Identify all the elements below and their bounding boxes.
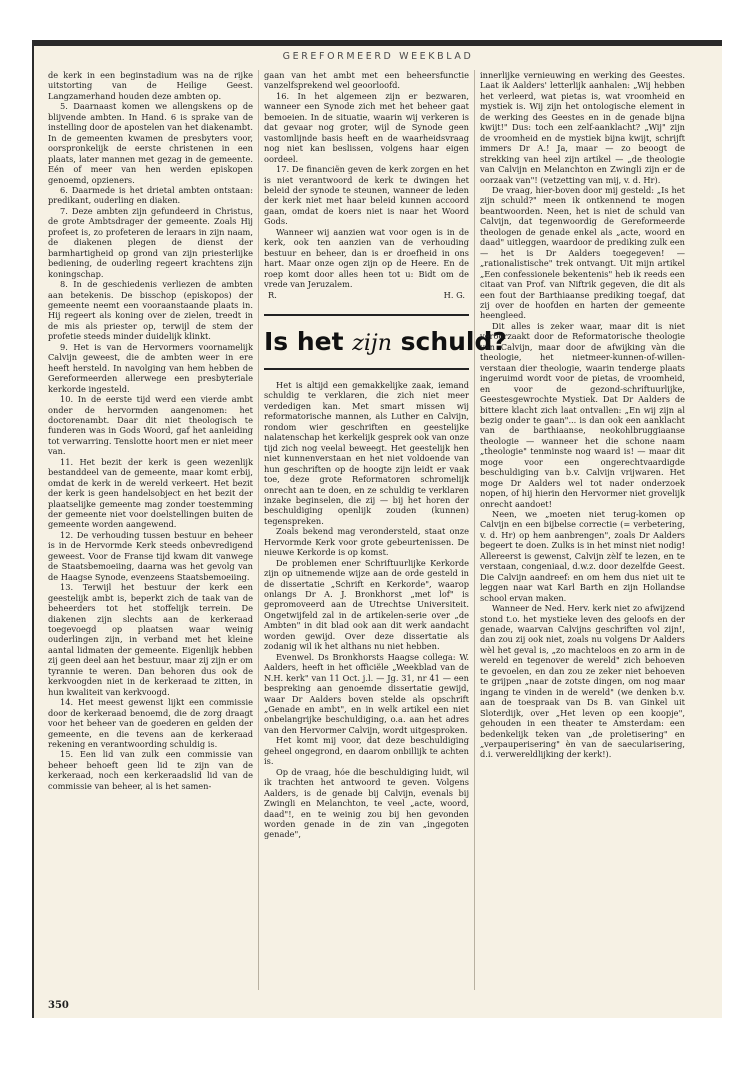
paragraph: 5. Daarnaast komen we allengskens op de blijvende ambten. In Hand. 6 is sprake van de instelling door de apostelen van het diakenambt. In de gemeenten kwamen de presbyters voor, oorspronkelijk de eerste christenen in een plaats, later mannen met gezag in de gemeente. Eén of meer van hen werden episkopen genoemd, opzieners. bbox=[48, 101, 253, 185]
paragraph: 9. Het is van de Hervormers voornamelijk Calvijn geweest, die de ambten weer in ere heeft hersteld. In navolging van hem hebben de Gereformeerden allerwege een presbyteriale kerkorde ingesteld. bbox=[48, 341, 253, 394]
paragraph: 14. Het meest gewenst lijkt een commissie door de kerkeraad benoemd, die de zorg draagt voor het beheer van de goederen en gelden der gemeente, en die tevens aan de kerkeraad rekening en verantwoording schuldig is. bbox=[48, 697, 253, 749]
column-3 bbox=[480, 70, 685, 988]
paragraph: Dit alles is zeker waar, maar dit is niet veroorzaakt door de Reformatorische theologie van Calvijn, maar door de afwijking vàn die theologie, het nietmeer-kunnen-of-willen-verstaan dier theologie, waarin tenderge plaats ingeruimd wordt voor de pietas, de vroomheid, en voor de gezond-schriftuurlijke, Geestesgewrochte Mystiek. Dat Dr Aalders de bittere klacht zich laat ontvallen: „En wij zijn al bezig onder te gaan"... is dan ook een aanklacht van de barthiaanse, neokohlbruggiaanse theologie — wanneer het die schone naam „theologie" tenminste nog waard is! — maar dit moge voor een ongerechtvaardigde beschuldiging van b.v. Calvijn vrijwaren. Het moge Dr Aalders wel tot nader onderzoek nopen, of hij hierin den Hervormer niet grovelijk onrecht aandoet! bbox=[480, 320, 685, 509]
paragraph: 8. In de geschiedenis verliezen de ambten aan betekenis. De bisschop (episkopos) der gemeente neemt een vooraanstaande plaats in. Hij regeert als koning over de zielen, treedt in de mis als priester op, terwijl de stem der profetie steeds minder duidelijk klinkt. bbox=[48, 279, 253, 342]
paragraph: 11. Het bezit der kerk is geen wezenlijk bestanddeel van de gemeente, maar komt erbij, omdat de kerk in de wereld verkeert. Het bezit der kerk is geen handelsobject en het bezit der plaatselijke gemeente mag zonder toestemming der gemeente niet voor doelstellingen buiten de gemeente worden aangewend. bbox=[48, 456, 253, 530]
paragraph: 16. In het algemeen zijn er bezwaren, wanneer een Synode zich met het beheer gaat bemoeien. In de situatie, waarin wij verkeren is dat gevaar nog groter, wijl de Synode geen vastomlijnde basis heeft en de waarheidsvraag nog niet kan beslissen, volgens haar eigen oordeel. bbox=[264, 90, 469, 164]
column-rule bbox=[258, 70, 259, 990]
page-number: 350 bbox=[48, 1000, 69, 1011]
article-headline bbox=[264, 314, 507, 370]
paragraph: Evenwel. Ds Bronkhorsts Haagse collega: W. Aalders, heeft in het officiële „Weekblad van de N.H. kerk" van 11 Oct. j.l. — Jg. 31, nr 41 — een bespreking aan genoemde dissertatie gewijd, waar Dr Aalders boven stelde als opschrift „Genade en ambt", en in welk artikel een niet onbelangrijke beschuldiging, o.a. aan het adres van den Hervormer Calvijn, wordt uitgesproken. bbox=[264, 651, 469, 735]
page-header: GEREFORMEERD WEEKBLAD bbox=[282, 51, 474, 62]
paragraph: gaan van het ambt met een beheersfunctie vanzelfsprekend wel geoorloofd. bbox=[264, 70, 469, 91]
newspaper-page bbox=[32, 40, 722, 1018]
signature bbox=[264, 290, 469, 300]
paragraph: Wanneer de Ned. Herv. kerk niet zo afwijzend stond t.o. het mystieke leven des geloofs en der genade, waarvan Calvijns geschriften vol zijn!, dan zou zij ook niet, zoals nu volgens Dr Aalders wèl het geval is, „zo machteloos en zo arm in de wereld en tegenover de wereld" zich behoeven te gevoelen, en dan zou ze zeker niet behoeven te grijpen „naar de zotste dingen, om nog maar ingang te vinden in de wereld" (we denken b.v. aan de toespraak van Ds B. van Ginkel uit Sloterdijk, over „Het leven op een koopje", gehouden in een theater te Amsterdam: een bedenkelijk teken van „de proletisering" en „verpauperisering" èn van de saecularisering, d.i. verwereldlijking der kerk!). bbox=[480, 603, 685, 760]
signature-left: R. bbox=[268, 289, 277, 300]
column-2 bbox=[264, 70, 507, 988]
paragraph: 7. Deze ambten zijn gefundeerd in Christus, de grote Ambtsdrager der gemeente. Zoals Hij profeet is, zo profeteren de leraars in zijn naam, de diakenen plegen de dienst der barmhartigheid op grond van zijn priesterlijke bediening, de ouderling regeert krachtens zijn koningschap. bbox=[48, 205, 253, 279]
paragraph: De vraag, hier-boven door mij gesteld: „Is het zijn schuld?" meen ik ontkennend te mogen beantwoorden. Neen, het is niet de schuld van Calvijn, dat tegenwoordig de Gereformeerde theologen de genade enkel als „acte, woord en daad" uitleggen, waardoor de prediking zulk een — het is Dr Aalders toegegeven! — „rationalistische" trek ontvangt. Uit mijn artikel „Een confessionele bekentenis" heb ik reeds een citaat van Prof. van Niftrik gegeven, die dit als een fout der Barthiaanse prediking toegaf, dat zij over de hoofden en harten der gemeente heengleed. bbox=[480, 184, 685, 321]
signature-right: H. G. bbox=[443, 289, 465, 300]
paragraph: innerlijke vernieuwing en werking des Geestes. Laat ik Aalders' letterlijk aanhalen: „Wij hebben het verleerd, wat pietas is, wat vroomheid en mystiek is. Wij zijn het ontologische element in de werking des Geestes en in de genade bijna kwijt!" Dus: toch een zelf-aanklacht? „Wij" zijn de vroomheid en de mystiek bijna kwijt, schrijft immers Dr A.! Ja, maar — zo beoogt de strekking van heel zijn artikel — „de theologie van Calvijn en Melanchton en Zwingli zijn er de oorzaak van"! (vetzetting van mij, v. d. Hr). bbox=[480, 70, 685, 185]
paragraph: 12. De verhouding tussen bestuur en beheer is in de Hervormde Kerk steeds onbevredigend geweest. Voor de Franse tijd kwam dit vanwege de Staatsbemoeiing, daarna was het gevolg van de Haagse Synode, evenzeens Staatsbemoeiing. bbox=[48, 529, 253, 582]
headline-script-word: zijn bbox=[352, 330, 392, 356]
paragraph: Neen, we „moeten niet terug-komen op Calvijn en een bijbelse correctie (= verbetering, v. d. Hr) op hem aanbrengen", zoals Dr Aalders begeert te doen. Zulks is in het minst niet nodig! Allereerst is gewenst, Calvijn zèlf te lezen, en te verstaan, congeniaal, d.w.z. door dezelfde Geest. Die Calvijn aandreef: en om hem dus niet uit te leggen naar wat Karl Barth en zijn Hollandse school ervan maken. bbox=[480, 509, 685, 603]
paragraph: Wanneer wij aanzien wat voor ogen is in de kerk, ook ten aanzien van de verhouding bestuur en beheer, dan is er droefheid in ons hart. Maar onze ogen zijn op de Heere. En de roep komt door alles heen tot u: Bidt om de vrede van Jeruzalem. bbox=[264, 226, 469, 290]
paragraph: Zoals bekend mag verondersteld, staat onze Hervormde Kerk voor grote gebeurtenissen. De nieuwe Kerkorde is op komst. bbox=[264, 526, 469, 558]
paragraph: 6. Daarmede is het drietal ambten ontstaan: predikant, ouderling en diaken. bbox=[48, 184, 253, 206]
paragraph: Op de vraag, hóe die beschuldiging luidt, wil ik trachten het antwoord te geven. Volgens Aalders, is de genade bij Calvijn, evenals bij Zwingli en Melanchton, te veel „acte, woord, daad"!, en te weinig zou bij hen gevonden worden genade in de zin van „ingegoten genade", bbox=[264, 766, 469, 840]
paragraph: De problemen ener Schriftuurlijke Kerkorde zijn op uitnemende wijze aan de orde gesteld in de dissertatie „Schrift en Kerkorde", waarop onlangs Dr A. J. Bronkhorst „met lof" is gepromoveerd aan de Utrechtse Universiteit. Ongetwijfeld zal in de artikelen-serie over „de Ambten" in dit blad ook aan dit werk aandacht worden gewijd. Over deze dissertatie als zodanig wil ik het althans nu niet hebben. bbox=[264, 557, 469, 652]
paragraph: de kerk in een beginstadium was na de rijke uitstorting van de Heilige Geest. Langzamerhand houden deze ambten op. bbox=[48, 70, 253, 101]
paragraph: 10. In de eerste tijd werd een vierde ambt onder de hervormden aangenomen: het doctorenambt. Daar dit niet theologisch te funderen was in Gods Woord, gaf het aanleiding tot verwarring. Tenslotte hoort men er niet meer van. bbox=[48, 394, 253, 457]
column-rule bbox=[474, 70, 475, 990]
paragraph: 17. De financiën geven de kerk zorgen en het is niet verantwoord de kerk te dwingen het beleid der synode te steunen, wanneer de leden der kerk niet met haar beleid kunnen accoord gaan, omdat de koers niet is naar het Woord Gods. bbox=[264, 164, 469, 227]
paragraph: Het komt mij voor, dat deze beschuldiging geheel ongegrond, en daarom onbillijk te achten is. bbox=[264, 735, 469, 767]
paragraph: 13. Terwijl het bestuur der kerk een geestelijk ambt is, beperkt zich de taak van de beheerders tot het stoffelijk terrein. De diakenen zijn slechts aan de kerkeraad toegevoegd op plaatsen waar weinig ouderlingen zijn, in verband met het kleine aantal lidmaten der gemeente. Eigenlijk hebben zij geen deel aan het bestuur, maar zij zijn er om tyrannie te weren. Dan behoren dus ook de kerkvoogden niet in de kerkeraad te zitten, in hun kwaliteit van kerkvoogd. bbox=[48, 582, 253, 697]
headline-part1: Is het bbox=[264, 326, 353, 356]
headline-part2: schuld? bbox=[391, 326, 507, 356]
paragraph: 15. Een lid van zulk een commissie van beheer behoeft geen lid te zijn van de kerkeraad, noch een kerkeraadslid lid van de commissie van beheer, al is het samen- bbox=[48, 749, 253, 791]
paragraph: Het is altijd een gemakkelijke zaak, iemand schuldig te verklaren, die zich niet meer verdedigen kan. Met smart missen wij reformatorische mannen, als Luther en Calvijn, rondom wier geschriften en geestelijke nalatenschap het kerkelijk gesprek ook van onze tijd zich nog veelal beweegt. Het geestelijk hen niet kunnenverstaan en het niet voldoende van hun geschriften op de hoogte zijn leidt er vaak toe, deze grote Reformatoren schromelijk onrecht aan te doen, en ze schuldig te verklaren inzake beginselen, die zij — bij het horen der beschuldiging openlijk zouden (kunnen) tegenspreken. bbox=[264, 379, 469, 526]
column-1 bbox=[48, 70, 253, 988]
